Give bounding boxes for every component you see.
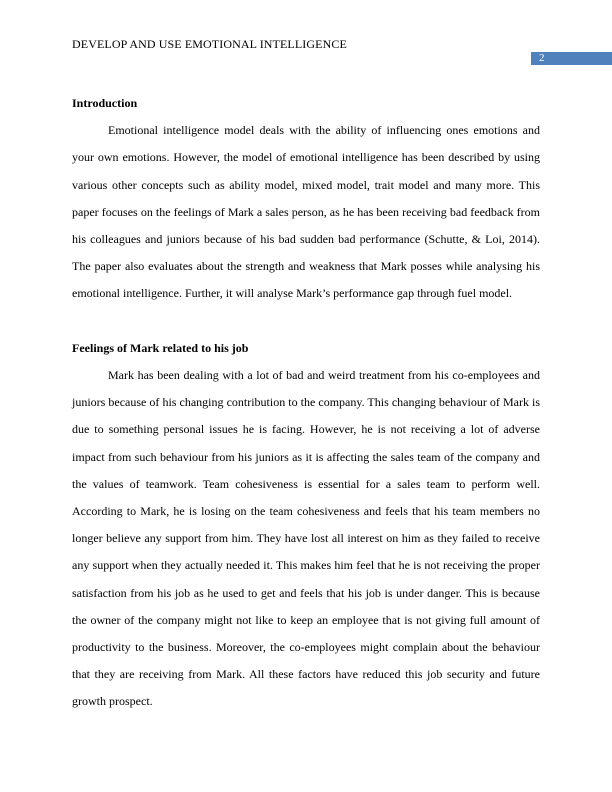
feelings-section xyxy=(72,335,540,716)
document-body xyxy=(72,90,540,716)
running-header-title: DEVELOP AND USE EMOTIONAL INTELLIGENCE xyxy=(72,37,347,51)
feelings-heading: Feelings of Mark related to his job xyxy=(72,340,249,355)
section-spacer xyxy=(72,308,540,335)
introduction-section xyxy=(72,90,540,308)
feelings-paragraph: Mark has been dealing with a lot of bad and weird treatment from his co-employees and juniors because of his changing contribution to the company. This changing behaviour of Mark is due to something personal issues he is facing. However, he is not receiving a lot of adverse impact from such behaviour from his juniors as it is affecting the sales team of the company and the values of teamwork. Team cohesiveness is essential for a sales team to perform well. According to Mark, he is losing on the team cohesiveness and feels that his team members no longer believe any support from him. They have lost all interest on him as they failed to receive any support when they actually needed it. This makes him feel that he is not receiving the proper satisfaction from his job as he used to get and feels that his job is under danger. This is because the owner of the company might not like to keep an employee that is not giving full amount of productivity to the business. Moreover, the co-employees might complain about the behaviour that they are receiving from Mark. All these factors have reduced this job security and future growth prospect. xyxy=(72,368,540,709)
page-number-badge xyxy=(531,52,612,65)
introduction-paragraph: Emotional intelligence model deals with the ability of influencing ones emotions and your own emotions. However, the model of emotional intelligence has been described by using various other concepts such as ability model, mixed model, trait model and many more. This paper focuses on the feelings of Mark a sales person, as he has been receiving bad feedback from his colleagues and juniors because of his bad sudden bad performance (Schutte, & Loi, 2014). The paper also evaluates about the strength and weakness that Mark posses while analysing his emotional intelligence. Further, it will analyse Mark’s performance gap through fuel model. xyxy=(72,123,540,301)
introduction-heading: Introduction xyxy=(72,96,138,110)
page-number: 2 xyxy=(539,52,545,64)
